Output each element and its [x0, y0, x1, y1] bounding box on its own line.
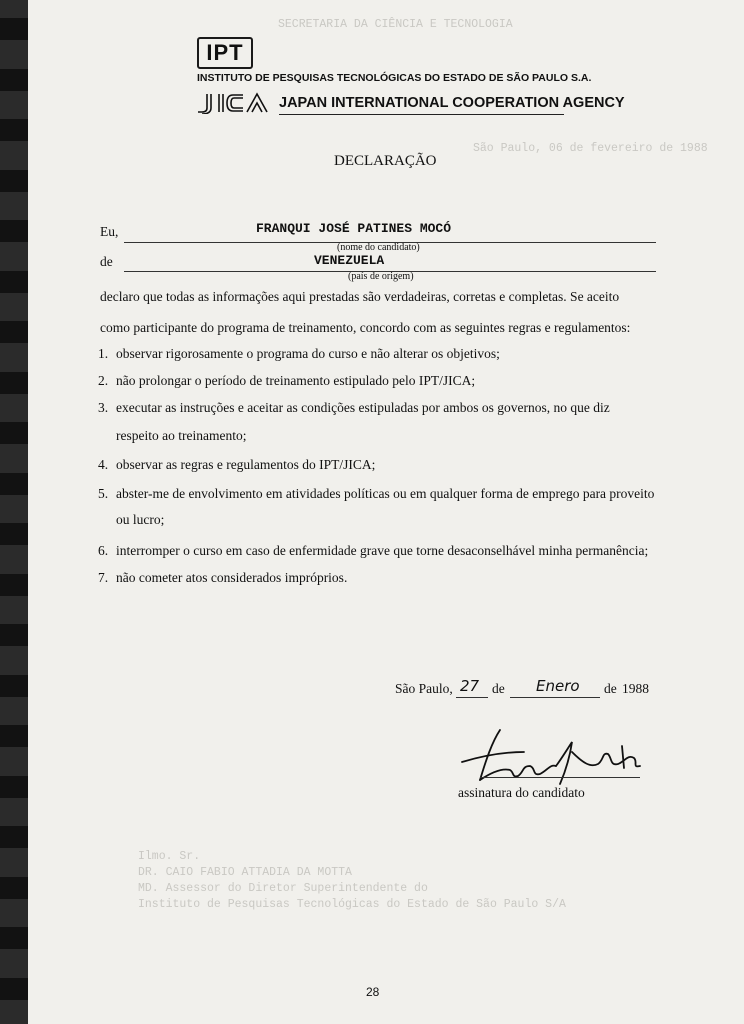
country: VENEZUELA [314, 253, 385, 268]
handwritten-signature [452, 722, 652, 792]
bleed-through-text: MD. Assessor do Diretor Superintendente do [138, 882, 428, 895]
intro-line-1: declaro que todas as informações aqui prestadas são verdadeiras, corretas e completas. Se aceito [100, 289, 620, 304]
bleed-through-text: SECRETARIA DA CIÊNCIA E TECNOLOGIA [278, 18, 513, 31]
rule-text: ou lucro; [116, 512, 165, 527]
signature-caption: assinatura do candidato [458, 785, 585, 800]
jica-name: JAPAN INTERNATIONAL COOPERATION AGENCY [279, 95, 625, 111]
institute-name: INSTITUTO DE PESQUISAS TECNOLÓGICAS DO ESTADO DE SÃO PAULO S.A. [197, 72, 592, 84]
rule-text: interromper o curso em caso de enfermidade grave que torne desaconselhável minha permanência; [116, 543, 649, 558]
intro-line-2: como participante do programa de treinamento, concordo com as seguintes regras e regulamentos: [100, 320, 631, 335]
document-title: DECLARAÇÃO [334, 153, 437, 169]
rule-text: abster-me de envolvimento em atividades políticas ou em qualquer forma de emprego para proveito [116, 486, 655, 501]
signature-line [480, 777, 640, 778]
rule-text: respeito ao treinamento; [116, 428, 247, 443]
de-label: de [100, 254, 113, 269]
jica-logo-icon [197, 92, 269, 114]
rule-number: 1. [98, 346, 109, 361]
rule-text: não prolongar o período de treinamento estipulado pelo IPT/JICA; [116, 373, 476, 388]
ipt-logo: IPT [197, 37, 253, 69]
rule-text: executar as instruções e aceitar as condições estipuladas por ambos os governos, no que diz [116, 400, 610, 415]
candidate-name-caption: (nome do candidato) [337, 242, 420, 253]
document-page [28, 0, 744, 1024]
rule-number: 7. [98, 570, 109, 585]
date-year: 1988 [622, 681, 649, 696]
country-caption: (país de origem) [348, 271, 414, 282]
bleed-through-text: São Paulo, 06 de fevereiro de 1988 [473, 142, 708, 155]
eu-label: Eu, [100, 224, 119, 239]
bleed-through-text: DR. CAIO FABIO ATTADIA DA MOTTA [138, 866, 352, 879]
date-de-2: de [604, 681, 617, 696]
date-city: São Paulo, [395, 681, 453, 696]
rule-number: 6. [98, 543, 109, 558]
rule-number: 2. [98, 373, 109, 388]
page-number: 28 [366, 985, 380, 999]
rule-text: não cometer atos considerados impróprios. [116, 570, 348, 585]
bleed-through-text: Instituto de Pesquisas Tecnológicas do Estado de São Paulo S/A [138, 898, 566, 911]
rule-number: 4. [98, 457, 109, 472]
date-de-1: de [492, 681, 505, 696]
jica-logo-text: JICA [197, 92, 200, 93]
month-underline [510, 697, 600, 698]
date-day: 27 [460, 677, 480, 695]
rule-text: observar rigorosamente o programa do curso e não alterar os objetivos; [116, 346, 500, 361]
day-underline [456, 697, 488, 698]
rule-number: 3. [98, 400, 109, 415]
bleed-through-text: Ilmo. Sr. [138, 850, 201, 863]
date-month: Enero [536, 677, 580, 695]
rule-text: observar as regras e regulamentos do IPT/JICA; [116, 457, 376, 472]
candidate-name: FRANQUI JOSÉ PATINES MOCÓ [256, 221, 452, 236]
rule-number: 5. [98, 486, 109, 501]
header-rule [279, 114, 564, 115]
